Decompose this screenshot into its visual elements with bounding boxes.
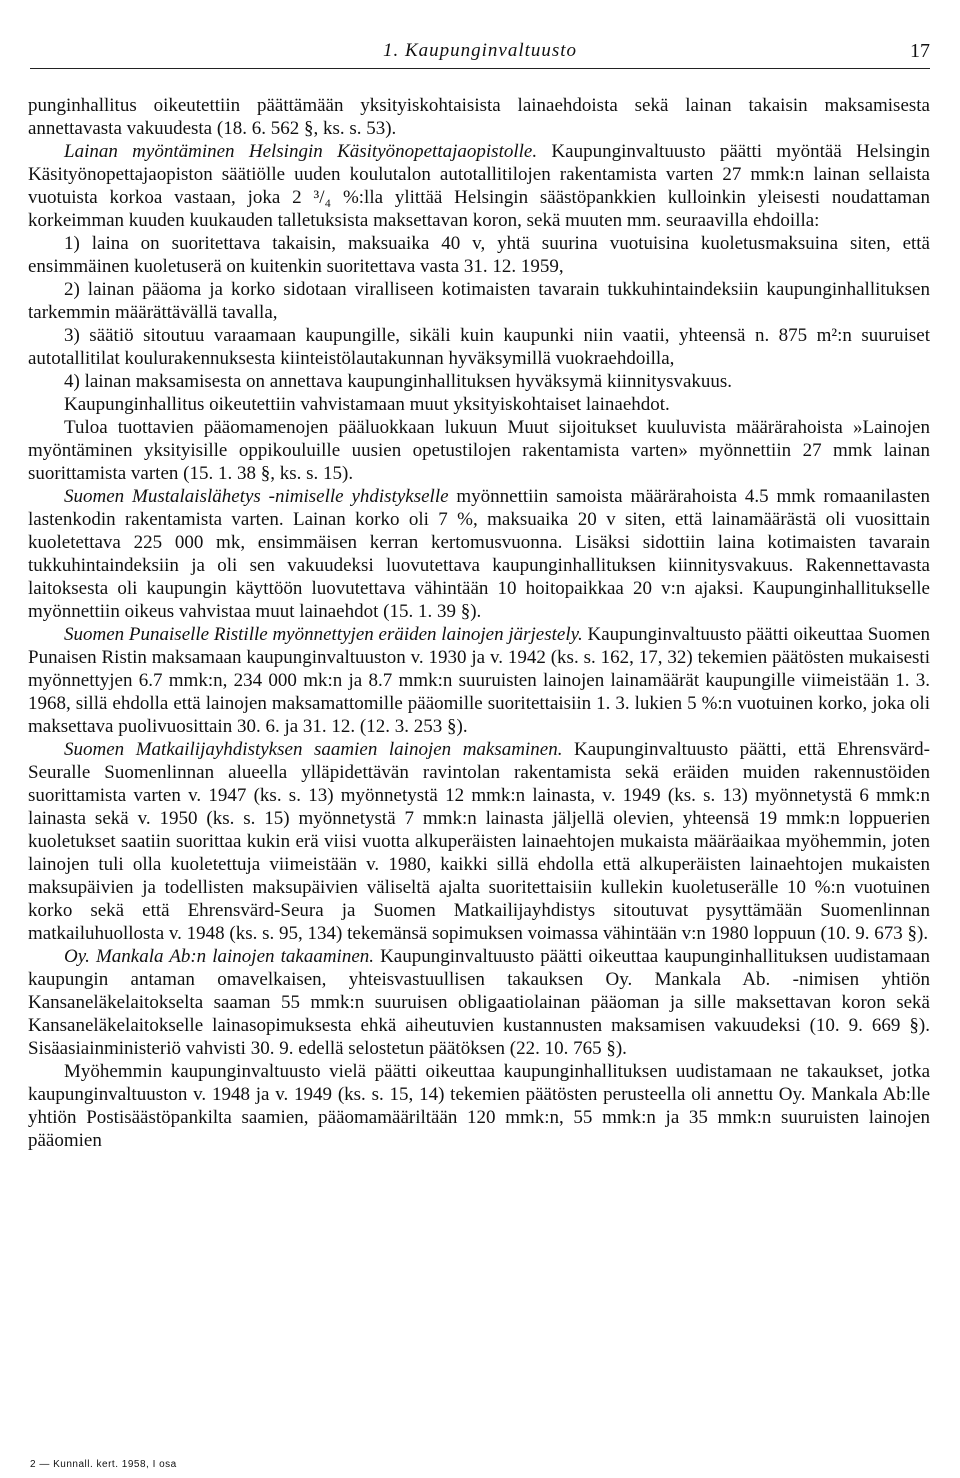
page-number: 17 — [910, 40, 930, 62]
paragraph — [28, 485, 930, 623]
footer-note: 2 — Kunnall. kert. 1958, I osa — [30, 1459, 177, 1470]
paragraph-text: Kaupunginhallitus oikeutettiin vahvistamaan muut yksityiskohtaiset lainaehdot. — [64, 394, 670, 415]
paragraph — [28, 1060, 930, 1152]
paragraph-text: myönnettiin samoista määrärahoista 4.5 mmk romaanilasten lastenkodin rakentamista varten. Lainan korko oli 7 %, maksuaika 20 v siten, että lainamäärästä oli vuosittain kuoletettava 225 000 mk, ensimmäisen kerran kertomusvuonna. Lisäksi sidottiin laina kotimaisten tavarain tukkuhintaindeksiin ja oli sen vakuudeksi luovutettava kaupunginhallituksen kiinnitysvakuus. Rakennettavasta laitoksesta oli kaupungin käyttöön luovutettava vähintään 10 hoitopaikkaa 20 v:n ajaksi. Kaupunginhallitukselle myönnettiin oikeus vahvistaa muut lainaehdot (15. 1. 39 §). — [28, 486, 930, 622]
paragraph-text: punginhallitus oikeutettiin päättämään yksityiskohtaisista lainaehdoista sekä lainan takaisin maksamisesta annettavasta vakuudesta (18. 6. 562 §, ks. s. 53). — [28, 95, 930, 139]
header-rule — [30, 68, 930, 69]
paragraph — [28, 393, 930, 416]
running-header — [30, 40, 930, 70]
paragraph — [28, 945, 930, 1060]
paragraph-text: 4) lainan maksamisesta on annettava kaupunginhallituksen hyväksymä kiinnitysvakuus. — [64, 371, 733, 392]
paragraph-text: 2) lainan pääoma ja korko sidotaan viralliseen kotimaisten tavarain tukkuhintaindeksiin kaupunginhallituksen tarkemmin määrättävällä tavalla, — [28, 279, 930, 323]
paragraph — [28, 94, 930, 140]
paragraph-text: 1) laina on suoritettava takaisin, maksuaika 40 v, yhtä suurina vuotuisina kuoletusmaksuina siten, että ensimmäinen kuoletuserä on kuitenkin suoritettava vasta 31. 12. 1959, — [28, 233, 930, 277]
paragraph — [28, 416, 930, 485]
paragraph-text: Kaupunginvaltuusto päätti oikeuttaa kaupunginhallituksen uudistamaan kaupungin antaman omavelkaisen, yhteisvastuullisen takauksen Oy. Mankala Ab. -nimisen yhtiön Kansaneläkelaitokselta saaman 55 mmk:n suuruisen obligaatiolainan pääoman ja sille maksettavan koron sekä Kansaneläkelaitokselle lainasopimuksesta ehkä aiheutuvien kustannusten maksamisen vakuudeksi (10. 9. 669 §). Sisäasiainministeriö vahvisti 30. 9. edellä selostetun päätöksen (22. 10. 765 §). — [28, 946, 930, 1059]
section-heading: Suomen Mustalaislähetys -nimiselle yhdistykselle — [64, 486, 449, 507]
body-text — [28, 94, 930, 1152]
paragraph-text: Myöhemmin kaupunginvaltuusto vielä päätti oikeuttaa kaupunginhallituksen uudistamaan ne takaukset, jotka kaupunginvaltuuston v. 1948 ja v. 1949 (ks. s. 15, 14) tekemien päätösten perusteella oli annettu Oy. Mankala Ab:lle yhtiön Postisäästöpankilta saamien, pääomamääriltään 120 mmk:n, 55 mmk:n ja 35 mmk:n suuruisten lainojen pääomien — [28, 1061, 930, 1151]
section-heading: Lainan myöntäminen Helsingin Käsityönopettajaopistolle. — [64, 141, 538, 162]
list-item — [28, 370, 930, 393]
paragraph-text: Kaupunginvaltuusto päätti myöntää Helsingin Käsityönopettajaopiston säätiölle uuden koulutalon autotallitilojen rakentamista varten 27 mmk:n lainan sellaista vuotuista korkoa vastaan, joka 2 ³/₄ %:lla ylittää Helsingin säästöpankkien kulloinkin yleisesti noudattaman korkeimman kuuden kuukauden talletuksista maksettavan koron, sekä muuten mm. seuraavilla ehdoilla: — [28, 141, 930, 231]
paragraph-text: Kaupunginvaltuusto päätti, että Ehrensvärd-Seuralle Suomenlinnan alueella ylläpidettävän ravintolan rakentamista sekä eräiden muiden rakennustöiden suorittamista varten v. 1947 (ks. s. 13) myönnetystä 12 mmk:n lainasta, v. 1949 (ks. s. 13) myönnetystä 6 mmk:n lainasta sekä v. 1950 (ks. s. 15) myönnetystä 7 mmk:n lainasta jäljellä olevien, yhteensä 19 mmk:n loppuerien kuoletukset saatiin suorittaa kukin erä viisi vuotta alkuperäisten lainaehtojen mukaista määräaikaa myöhemmin, joten lainojen tuli olla kuoletettuja viimeistään v. 1980, kaikki sillä ehdolla että alkuperäisten lainaehtojen mukaisten maksupäivien ja todellisten maksupäivien väliseltä ajalta suoritettaisiin kullekin kuoletuserälle 10 %:n vuotuinen korko sekä että Ehrensvärd-Seura ja Suomen Matkailijayhdistys sitoutuvat pysyttämään Suomenlinnan matkailuhuollosta v. 1948 (ks. s. 95, 134) tekemänsä sopimuksen voimassa vähintään v:n 1980 loppuun (10. 9. 673 §). — [28, 739, 931, 944]
list-item — [28, 324, 930, 370]
list-item — [28, 278, 930, 324]
paragraph — [28, 140, 930, 232]
paragraph — [28, 738, 930, 945]
paragraph-text: Tuloa tuottavien pääomamenojen pääluokkaan lukuun Muut sijoitukset kuuluvista määrärahoista »Lainojen myöntäminen yksityisille oppikouluille uusien opetustilojen rakentamista varten» myönnettiin 27 mmk lainan suorittamista varten (15. 1. 38 §, ks. s. 15). — [28, 417, 930, 484]
section-heading: Oy. Mankala Ab:n lainojen takaaminen. — [64, 946, 374, 967]
paragraph — [28, 623, 930, 738]
list-item — [28, 232, 930, 278]
paragraph-text: 3) säätiö sitoutuu varaamaan kaupungille, sikäli kuin kaupunki niin vaatii, yhteensä n. 875 m²:n suuruiset autotallitilat koulurakennuksesta kiinteistölautakunnan hyväksymillä vuokraehdoilla, — [28, 325, 930, 369]
section-heading: Suomen Punaiselle Ristille myönnettyjen eräiden lainojen järjestely. — [64, 624, 583, 645]
section-heading: Suomen Matkailijayhdistyksen saamien lainojen maksaminen. — [64, 739, 563, 760]
chapter-title: 1. Kaupunginvaltuusto — [382, 40, 578, 61]
paragraph-text: Kaupunginvaltuusto päätti oikeuttaa Suomen Punaisen Ristin maksamaan kaupunginvaltuuston v. 1930 ja v. 1942 (ks. s. 162, 17, 32) tekemien päätösten mukaisesti myönnettyjen 6.7 mmk:n, 234 000 mk:n ja 8.7 mmk:n suuruisten lainojen lainamäärät kaupungille viimeistään 1. 3. 1968, sillä ehdolla että lainojen maksamattomille pääomille suoritettaisiin 1. 3. lukien 5 %:n vuotuinen korko, joka oli maksettava puolivuosittain 30. 6. ja 31. 12. (12. 3. 253 §). — [28, 624, 931, 737]
